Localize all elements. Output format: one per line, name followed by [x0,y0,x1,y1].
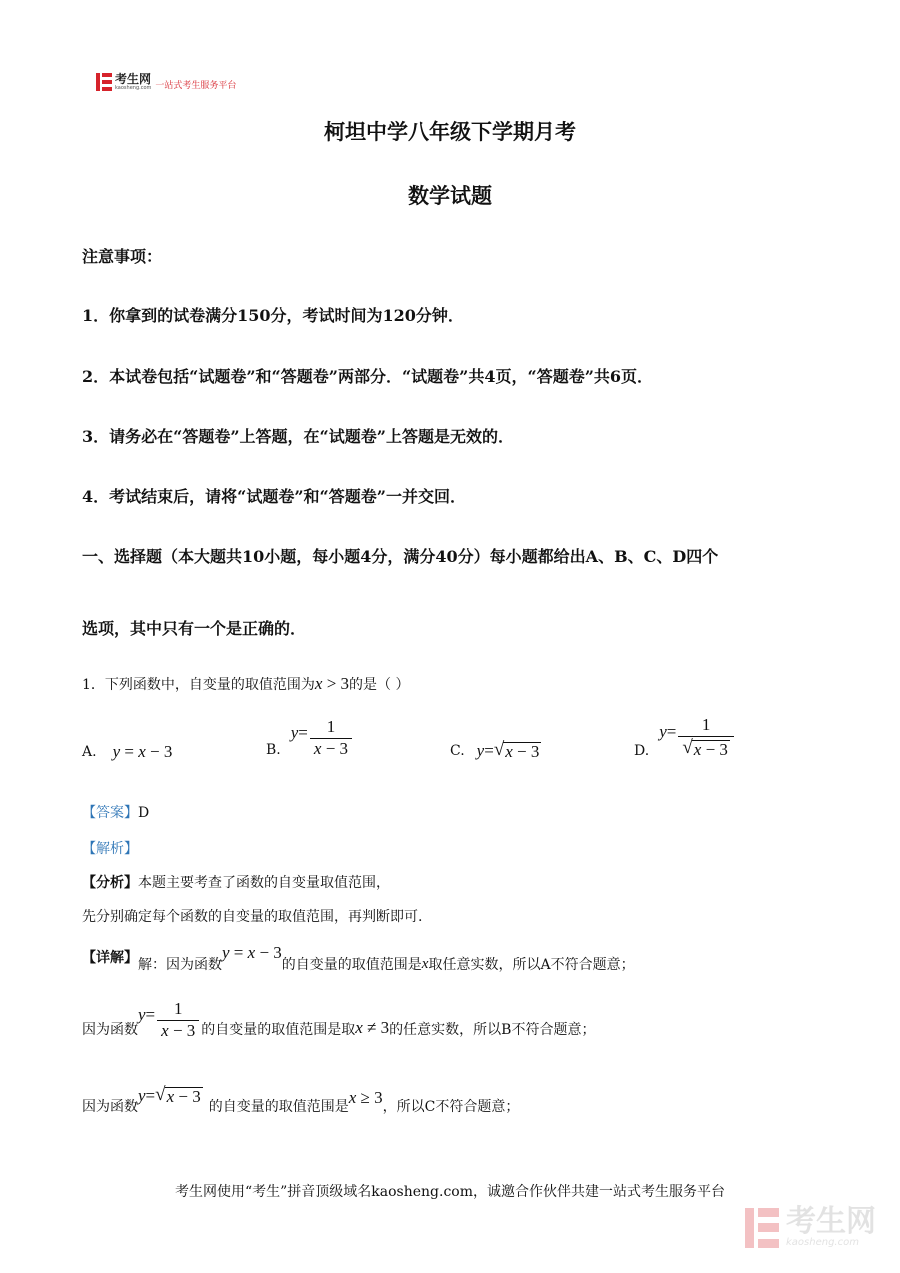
question-1-condition: x > 3 [314,674,350,693]
option-b-label: B. [266,742,281,759]
analysis-tag: 【解析】 [82,841,138,857]
detail-tag: 【详解】 [82,950,138,966]
header-logo [96,72,236,91]
logo-en-text: kaosheng.com [115,84,152,91]
detail-a-mid: 的自变量的取值范围是 [281,957,422,973]
answer-line [82,802,149,822]
option-d-label: D. [634,742,650,759]
option-a [82,742,172,762]
sqrt-icon: √ [493,739,505,760]
page-subtitle: 数学试题 [408,183,492,208]
option-a-label: A. [82,744,97,760]
detail-c-prefix: 因为函数 [82,1099,138,1115]
question-1-stem [82,674,410,694]
detail-b-condition: x ≠ 3 [355,1018,390,1038]
detail-prefix: 解：因为函数 [138,957,222,973]
sqrt-icon: √ [155,1084,166,1106]
answer-value: D [138,805,150,821]
detail-c-mid: 的自变量的取值范围是 [208,1099,349,1115]
option-c-label: C. [450,742,465,759]
watermark-mark-icon [745,1208,779,1248]
option-c-formula: y = √ x − 3 [476,739,540,761]
detail-a-var: x [421,955,429,972]
watermark-logo [745,1204,876,1248]
fenxi-text: 本题主要考查了函数的自变量取值范围， [138,875,390,891]
watermark-en: kaosheng.com [786,1237,859,1248]
notice-item-1: 1．你拿到的试卷满分150分，考试时间为120分钟． [82,306,464,325]
detail-b-prefix: 因为函数 [82,1022,138,1039]
analysis-tag-line [82,838,138,858]
notice-item-3: 3．请务必在“答题卷”上答题，在“试题卷”上答题是无效的． [82,427,514,446]
section1-line1: 一、选择题（本大题共10小题，每小题4分，满分40分）每小题都给出A、B、C、D四个 [82,547,719,566]
detail-c-end: ，所以C不符合题意； [382,1099,520,1115]
question-1-suffix: 的是（ ） [349,677,410,693]
question-1-prefix: 1．下列函数中，自变量的取值范围为 [82,677,315,693]
option-d [634,716,736,759]
logo-slogan: 一站式考生服务平台 [155,81,237,91]
detail-c-condition: x ≥ 3 [348,1088,383,1107]
logo-cn-text: 考生网 [115,71,152,86]
detail-b-formula: y = $\frac{1}{x - 3}$ [138,1000,201,1040]
detail-a-line [82,940,635,974]
option-a-formula: y = x − 3 [112,742,173,761]
detail-c-formula: y = √ x − 3 [138,1084,201,1107]
answer-tag: 【答案】 [82,805,138,821]
detail-a-end: 取任意实数，所以A不符合题意； [428,957,635,973]
fenxi-line [82,872,390,892]
fenxi-line-2: 先分别确定每个函数的自变量的取值范围，再判断即可. [82,909,423,925]
fenxi-tag: 【分析】 [82,875,138,891]
section1-line2: 选项，其中只有一个是正确的． [82,619,307,638]
detail-b-end: 的任意实数，所以B不符合题意； [389,1022,596,1039]
watermark-cn: 考生网 [786,1204,876,1239]
notice-heading: 注意事项： [82,247,163,266]
notice-item-4: 4．考试结束后，请将“试题卷”和“答题卷”一并交回． [82,487,466,506]
detail-b-line [82,1000,595,1040]
logo-mark-icon [96,73,112,91]
option-d-formula: y = 1 √ x − 3 [659,716,736,759]
notice-item-2: 2．本试卷包括“试题卷”和“答题卷”两部分．“试题卷”共4页，“答题卷”共6页． [82,367,654,386]
option-c [450,740,541,762]
detail-a-formula: y = x − 3 [222,943,282,962]
page-footer: 考生网使用“考生”拼音顶级域名kaosheng.com，诚邀合作伙伴共建一站式考生服务平台 [174,1184,726,1200]
option-b [266,718,354,758]
sqrt-icon: √ [682,736,693,758]
option-b-formula: y = $\frac{1}{x - 3}$ [291,718,354,758]
page-title: 柯坦中学八年级下学期月考 [324,119,576,144]
detail-b-mid: 的自变量的取值范围是取 [201,1022,356,1039]
detail-c-line [82,1082,519,1116]
